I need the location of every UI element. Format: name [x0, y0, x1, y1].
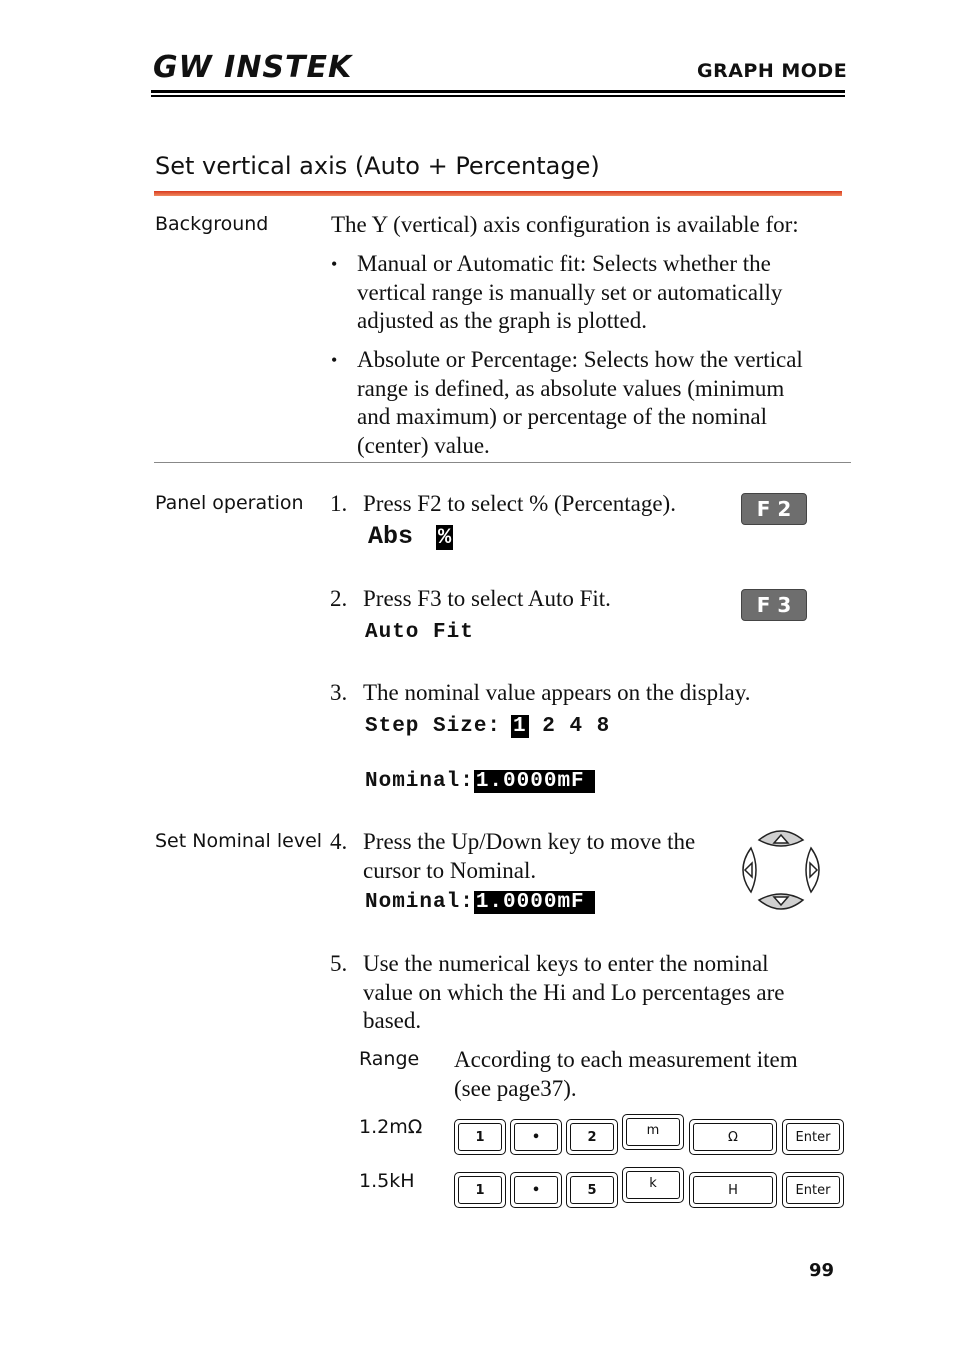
page-number: 99 [809, 1260, 835, 1281]
display-percent-selected: % [438, 525, 452, 550]
display-step-size [365, 715, 610, 738]
step1-number: 1. [330, 491, 348, 516]
step2-text: Press F3 to select Auto Fit. [363, 586, 611, 611]
section-divider [154, 462, 851, 463]
step4-text: Press the Up/Down key to move the cursor to Nominal. [363, 829, 696, 883]
range-label: Range [359, 1048, 420, 1070]
arrow-keypad[interactable] [737, 826, 825, 914]
header-rule-thin [151, 95, 845, 97]
nominal-value: 1.0000mF [474, 891, 595, 914]
key-decimal-point[interactable]: • [510, 1172, 562, 1208]
section-title: GRAPH MODE [697, 60, 848, 82]
key-enter[interactable]: Enter [782, 1172, 844, 1208]
background-intro: The Y (vertical) axis configuration is available for: [331, 212, 799, 237]
nominal-label: Nominal: [365, 770, 474, 793]
bullet-abs-percentage: Absolute or Percentage: Selects how the vertical range is defined, as absolute values (minimum and maximum) or percentage of the nominal (center) value. [357, 347, 803, 458]
key-5[interactable]: 5 [566, 1172, 618, 1208]
display-nominal-1 [365, 770, 595, 793]
step-size-options: 2 4 8 [542, 715, 611, 738]
key-decimal-point[interactable]: • [510, 1119, 562, 1155]
step5-number: 5. [330, 951, 348, 976]
nominal-label: Nominal: [365, 891, 474, 914]
key-h[interactable]: H [689, 1172, 777, 1208]
background-label: Background [155, 213, 269, 235]
panel-operation-label: Panel operation [155, 492, 304, 514]
header-rule-thick [151, 90, 845, 93]
display-auto-fit: Auto Fit [365, 621, 474, 644]
key-1[interactable]: 1 [454, 1172, 506, 1208]
step3-number: 3. [330, 680, 348, 705]
step-size-label: Step Size: [365, 715, 502, 738]
key-enter[interactable]: Enter [782, 1119, 844, 1155]
f2-key[interactable]: F 2 [741, 493, 807, 525]
display-abs-percent [368, 522, 453, 551]
bullet-dot: • [331, 254, 338, 274]
display-abs: Abs [368, 522, 414, 551]
key-ohm[interactable]: Ω [689, 1119, 777, 1155]
title-underline [154, 191, 842, 196]
example2-label: 1.5kH [359, 1170, 415, 1192]
bullet-dot: • [331, 350, 338, 370]
nominal-value: 1.0000mF [474, 770, 595, 793]
step3-text: The nominal value appears on the display. [363, 680, 751, 705]
step5-text: Use the numerical keys to enter the nominal value on which the Hi and Lo percentages are based. [363, 951, 785, 1033]
step4-number: 4. [330, 829, 348, 854]
key-2[interactable]: 2 [566, 1119, 618, 1155]
set-nominal-label: Set Nominal level [155, 830, 323, 852]
key-k[interactable]: k [622, 1167, 684, 1203]
display-nominal-2 [365, 891, 595, 914]
page-title: Set vertical axis (Auto + Percentage) [155, 152, 600, 180]
brand-logo: GW INSTEK [153, 50, 353, 85]
step1-text: Press F2 to select % (Percentage). [363, 491, 676, 516]
step2-number: 2. [330, 586, 348, 611]
bullet-manual-auto: Manual or Automatic fit: Selects whether the vertical range is manually set or automatically adjusted as the graph is plotted. [357, 251, 783, 333]
example1-label: 1.2mΩ [359, 1116, 423, 1138]
key-1[interactable]: 1 [454, 1119, 506, 1155]
key-m[interactable]: m [622, 1114, 684, 1150]
f3-key[interactable]: F 3 [741, 589, 807, 621]
range-text: According to each measurement item (see page37). [454, 1047, 798, 1101]
step-size-selected: 1 [513, 715, 527, 738]
